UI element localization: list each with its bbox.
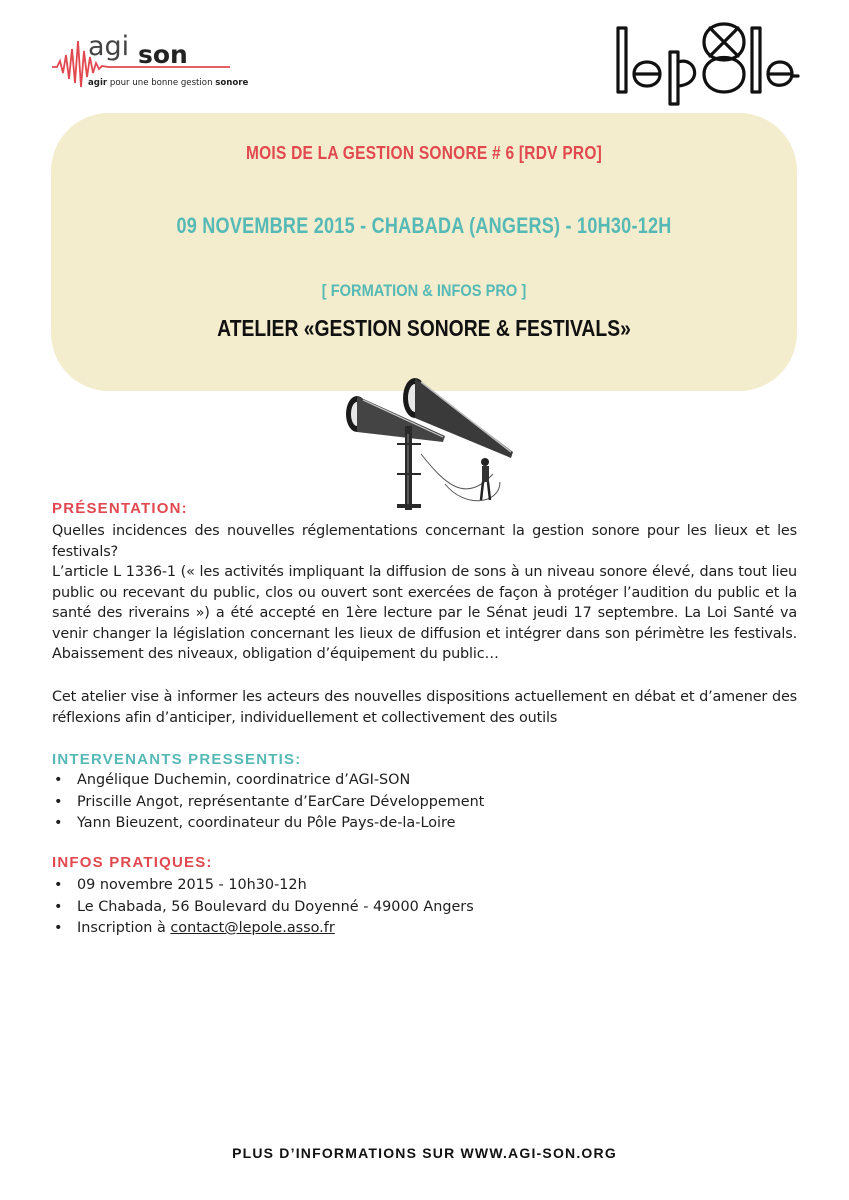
speakers-list (52, 770, 484, 835)
presentation-heading: PRÉSENTATION: (52, 500, 188, 517)
event-title: ATELIER «GESTION SONORE & FESTIVALS» (217, 315, 631, 341)
gramophone-horns-icon (335, 374, 520, 512)
lepole-logo (612, 12, 798, 108)
practical-inscription (52, 918, 474, 940)
event-series-title: MOIS DE LA GESTION SONORE # 6 [RDV PRO] (245, 143, 603, 163)
speaker-item: • Priscille Angot, représentante d’EarCare Développement (52, 792, 484, 814)
practical-date: • 09 novembre 2015 - 10h30-12h (52, 875, 474, 897)
lepole-logo-graphic (612, 12, 798, 108)
footer-more-info[interactable]: PLUS D’INFORMATIONS SUR WWW.AGI-SON.ORG (232, 1145, 617, 1161)
presentation-intro: Quelles incidences des nouvelles réglementations concernant la gestion sonore pour les lieux et les festivals? (52, 523, 797, 560)
contact-email-link[interactable]: contact@lepole.asso.fr (170, 920, 335, 936)
practical-address: • Le Chabada, 56 Boulevard du Doyenné - 49000 Angers (52, 897, 474, 919)
agison-logo (52, 27, 249, 99)
agison-name-bottom: son (138, 40, 188, 69)
inscription-label: Inscription à (77, 920, 171, 936)
agison-tagline: agir pour une bonne gestion sonore (88, 78, 249, 88)
speaker-item: • Angélique Duchemin, coordinatrice d’AGI-SON (52, 770, 484, 792)
event-category: [ FORMATION & INFOS PRO ] (321, 281, 527, 300)
agison-logo-graphic (52, 27, 249, 99)
agison-name-top: agi (88, 31, 130, 62)
speaker-item: • Yann Bieuzent, coordinateur du Pôle Pays-de-la-Loire (52, 813, 484, 835)
presentation-body: L’article L 1336-1 (« les activités impliquant la diffusion de sons à un niveau sonore élevé, dans tout lieu public ou recevant du public, clos ou ouvert sont exercées de façon à protéger l’audition du public et la santé des riverains ») a été accepté en 1ère lecture par le Sénat jeudi 17 septembre. La Loi Santé va venir changer la législation concernant les lieux de diffusion et intégrer dans son périmètre les festivals. Abaissement des niveaux, obligation d’équipement du public… (52, 564, 797, 663)
event-date-location: 09 NOVEMBRE 2015 - CHABADA (ANGERS) - 10H30-12H (176, 213, 672, 238)
presentation-objective: Cet atelier vise à informer les acteurs des nouvelles dispositions actuellement en débat et d’amener des réflexions afin d’anticiper, individuellement et collectivement des outils (52, 689, 797, 726)
lepole-text: lepole (612, 12, 616, 13)
practical-heading: INFOS PRATIQUES: (52, 854, 213, 871)
speakers-heading: INTERVENANTS PRESSENTIS: (52, 751, 302, 768)
horns-illustration (335, 374, 520, 512)
practical-list (52, 875, 474, 940)
event-header-box (51, 113, 797, 391)
